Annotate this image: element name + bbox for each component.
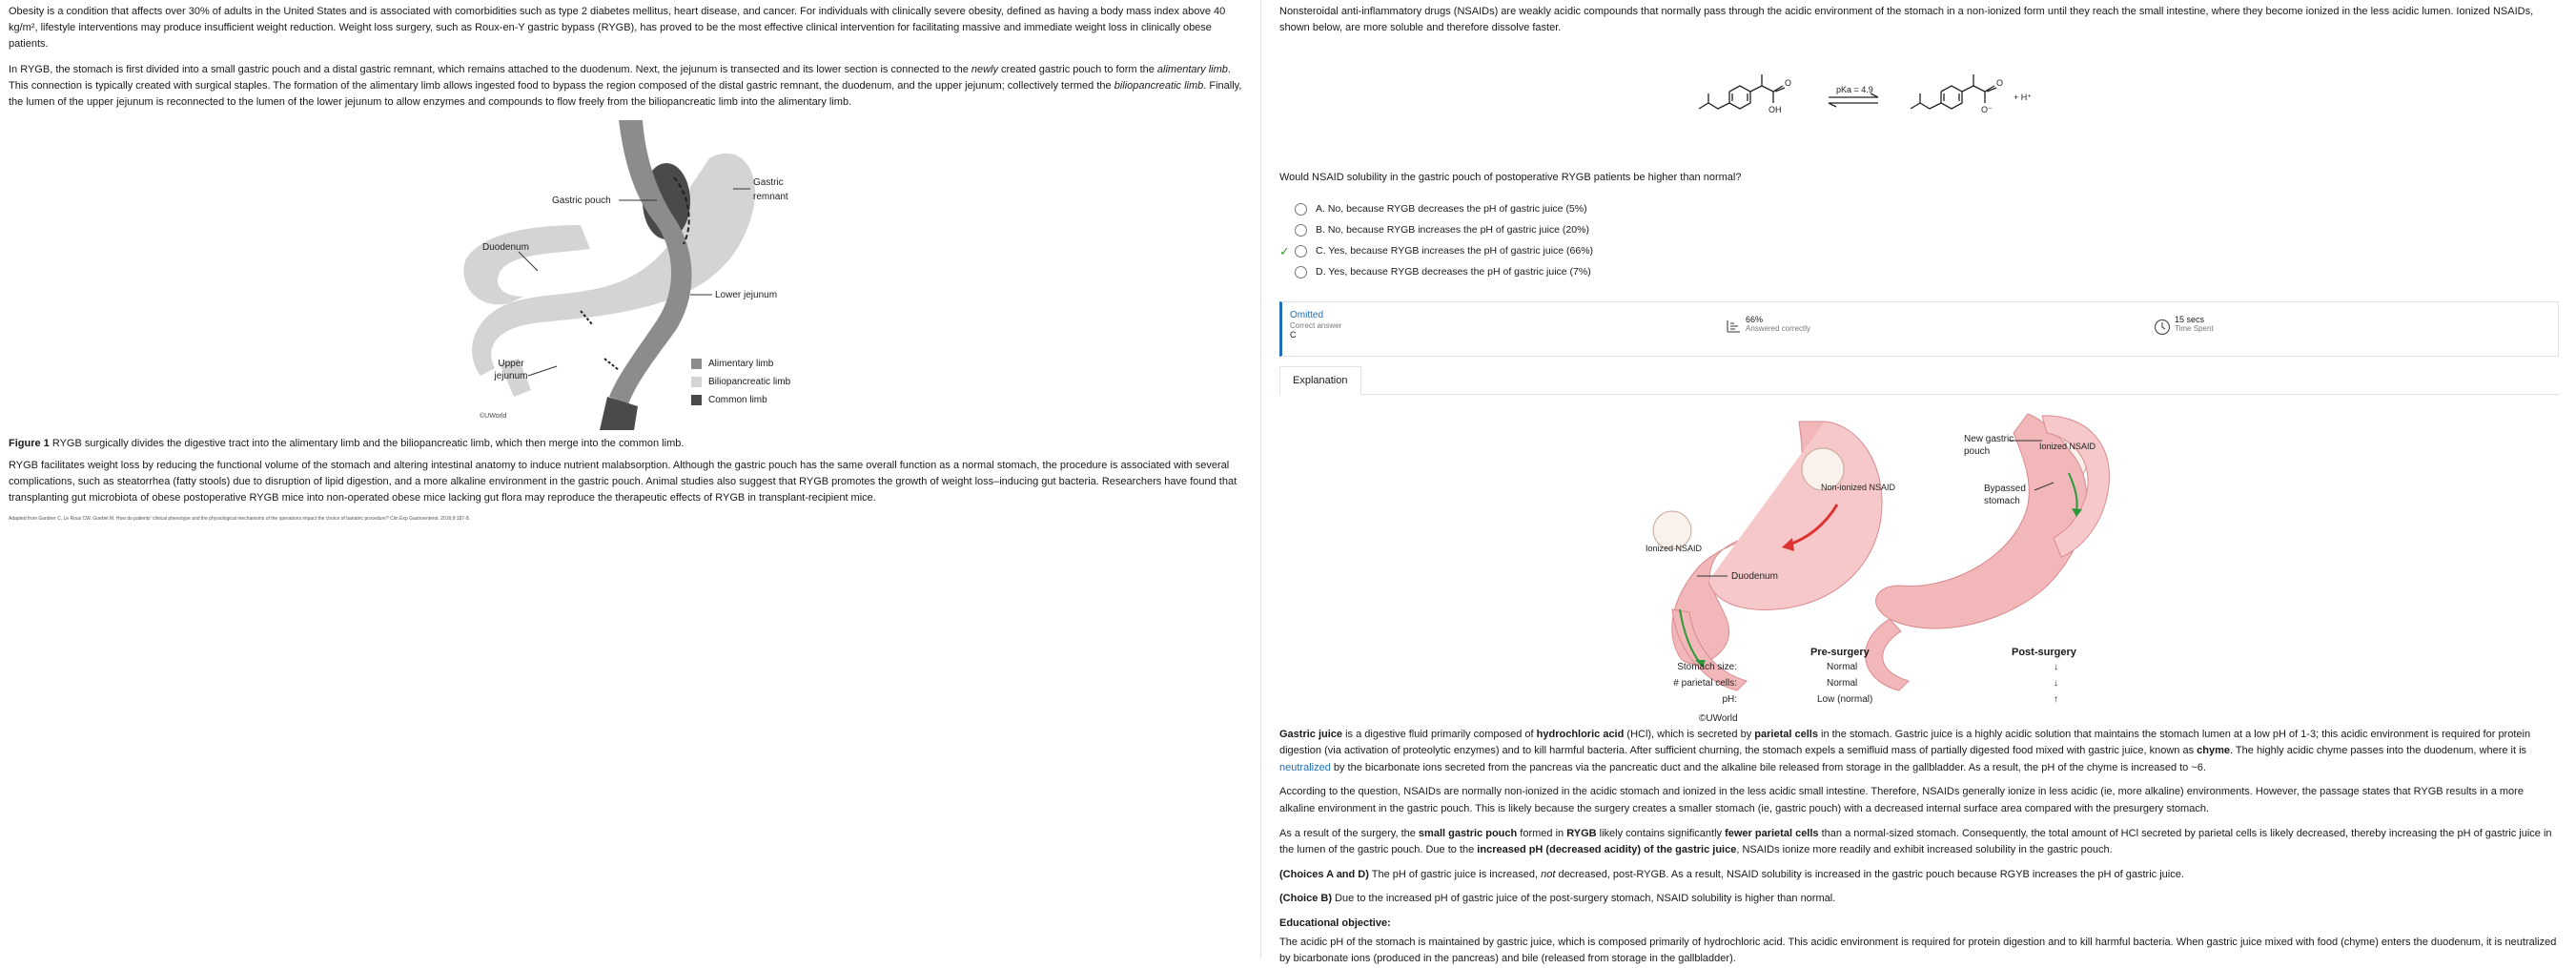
legend-label: Common limb [708,395,767,406]
label-duodenum-2: Duodenum [1731,570,1778,582]
text-run: Due to the increased pH of gastric juice of the post-surgery stomach, NSAID solubility is higher than normal. [1332,893,1836,905]
bold-text: (Choice B) [1279,893,1332,905]
text-run: is a digestive fluid primarily composed of [1342,728,1537,740]
nsaid-ionization-diagram [1279,46,2559,165]
bold-text: fewer parietal cells [1725,827,1819,839]
educational-objective-text: The acidic pH of the stomach is maintained by gastric juice, which is composed primarily of hydrochloric acid. This acidic environment is required for protein digestion and to kill harmful bacteria. When gastric juice mixed with food (chyme) enters the duodenum, it is neutralized by bicarbonate ions (produced in the pancreas) and bile (released from storage in the gallbladder). [1279,936,2557,965]
passage-text: . This connection is typically created with surgical staples. The formation of the alimentary limb allows ingested food to bypass the region composed of the distal gastric remnant, the duodenum, and the upper jejunum; collectively termed the [9,64,1231,93]
chem-o-minus: O⁻ [1981,105,1993,115]
percent-correct-label: Answered correctly [1746,324,1811,334]
time-spent-value: 15 secs [2175,314,2205,324]
objective-title-text: Educational objective: [1279,917,1391,929]
text-run: , NSAIDs ionize more readily and exhibit increased solubility in the gastric pouch. [1736,844,2113,856]
header-post-surgery: Post-surgery [2012,646,2076,658]
question-stem: Nonsteroidal anti-inflammatory drugs (NSAIDs) are weakly acidic compounds that normally pass through the acidic environment of the stomach in a non-ionized form until they reach the small intestine, where they become ionized in the less acidic lumen. Ionized NSAIDs, shown below, are more soluble and therefore dissolve faster. [1279,6,2534,34]
label-non-ionized-nsaid: Non-ionized NSAID [1821,482,1896,492]
radio-button[interactable] [1295,203,1307,216]
passage-citation: Adapted from Gardner C, Le Roux CW, Goebel M. How do patients' clinical phenotype and the physiological mechanisms of the operations impact the choice of bariatric procedure? Clin Exp Gastroenterol. 2016;9:187-8. [9,515,470,522]
radio-button[interactable] [1295,266,1307,278]
clock-icon [2154,319,2171,336]
radio-button[interactable] [1295,245,1307,257]
bold-text: RYGB [1566,827,1597,839]
bar-chart-icon [1726,319,1741,334]
radio-button[interactable] [1295,224,1307,237]
correct-answer-label: Correct answer [1290,320,1342,330]
row-pre-ph: Low (normal) [1817,693,1873,705]
label-lower-jejunum: Lower jejunum [715,290,778,301]
stat-time [2175,315,2214,334]
passage-paragraph-3: RYGB facilitates weight loss by reducing the functional volume of the stomach and altering intestinal anatomy to induce nutrient malabsorption. Although the gastric pouch has the same overall function as a normal stomach, the procedure is associated with several complications, such as steatorrhea (fatty stools) due to disruption of lipid digestion, and a more alkaline environment in the gastric pouch. Animal studies also suggest that RYGB promotes the growth of weight loss–inducing gut bacteria. Researchers have found that transplanting gut microbiota of obese postoperative RYGB mice into non-operated obese mice lacking gut flora may reproduce the therapeutic effects of RYGB in transplant-recipient mice. [9,459,1237,504]
passage-pane [0,0,1257,958]
educational-objective-title [1279,916,2559,933]
row-label-stomach-size: Stomach size: [1677,661,1737,672]
caption-label: Figure 1 [9,438,50,450]
row-pre-stomach-size: Normal [1827,661,1858,672]
bold-text: Gastric juice [1279,728,1343,740]
text-run: As a result of the surgery, the [1279,827,1419,839]
row-pre-parietal-cells: Normal [1827,677,1858,689]
explanation-paragraph-4 [1279,867,2559,884]
choice-text: C. Yes, because RYGB increases the pH of gastric juice (66%) [1316,244,1594,257]
legend-label: Alimentary limb [708,359,774,370]
legend-item-biliopancreatic [691,373,790,391]
passage-text: In RYGB, the stomach is first divided into a small gastric pouch and a distal gastric remnant, which remains attached to the duodenum. Next, the jejunum is transected and its lower section is connected to the [9,64,971,76]
rygb-anatomy-illustration [9,120,1248,430]
label-bypassed-stomach: Bypassed stomach [1984,483,2026,506]
explanation-paragraph-3 [1279,826,2559,859]
time-spent-label: Time Spent [2175,324,2214,334]
passage-emphasis: biliopancreatic limb [1114,80,1204,93]
passage-text: created gastric pouch to form the [998,64,1157,76]
legend-label: Biliopancreatic limb [708,377,791,388]
explanation-paragraph-1 [1279,727,2559,777]
bold-text: increased pH (decreased acidity) of the gastric juice [1477,844,1737,856]
explanation-paragraph-2: According to the question, NSAIDs are normally non-ionized in the acidic stomach and ionized in the less acidic small intestine. Therefore, NSAIDs generally ionize in less acidic (ie, more alkaline) environments. However, the passage states that RYGB results in a more alkaline environment in the gastric pouch. This is likely because the surgery creates a smaller stomach (ie, gastric pouch) with a decreased internal surface area compared with the presurgery stomach. [1279,786,2524,814]
bold-text: parietal cells [1754,728,1818,740]
chem-o-right: O [1996,78,2004,89]
legend-swatch [691,359,702,369]
tab-explanation[interactable]: Explanation [1279,366,1361,396]
passage-paragraph-2 [9,62,1248,111]
chem-oh: OH [1768,105,1782,115]
stat-percent [1746,315,1810,334]
explanation-paragraph-5 [1279,891,2559,908]
chem-pka: pKa = 4.9 [1836,85,1873,95]
passage-emphasis: newly [971,64,998,76]
label-gastric-pouch: Gastric pouch [552,196,611,207]
passage-paragraph-1: Obesity is a condition that affects over 30% of adults in the United States and is associated with comorbidities such as type 2 diabetes mellitus, heart disease, and cancer. For individuals with clinically severe obesity, defined as having a body mass index above 40 kg/m², lifestyle interventions may produce insufficient weight reduction. Weight loss surgery, such as Roux-en-Y gastric bypass (RYGB), has proved to be the most effective clinical intervention for facilitating massive and immediate weight loss in clinically obese patients. [9,6,1226,51]
passage-text: . Finally, the lumen of the upper jejunum is reconnected to the lumen of the lower jejunum to allow enzymes and compounds to flow freely from the biliopancreatic limb into the alimentary limb. [9,80,1242,109]
inline-link[interactable]: neutralized [1279,761,1331,773]
status-omitted: Omitted [1290,309,1324,320]
question-prompt: Would NSAID solubility in the gastric pouch of postoperative RYGB patients be higher than normal? [1279,172,1742,184]
stomach-comparison-illustration [1279,395,2576,727]
correct-check-icon: ✓ [1279,243,1290,258]
text-run: than a normal-sized stomach. Consequently, the total amount of HCl secreted by parietal cells is likely decreased, thereby increasing the pH of gastric juice in the lumen of the gastric pouch. Due to the [1279,827,2552,856]
label-ionized-nsaid-left: Ionized NSAID [1646,543,1703,553]
header-pre-surgery: Pre-surgery [1810,646,1870,658]
correct-answer-value: C [1290,330,1297,340]
stat-status [1290,310,1341,340]
explanation-tabbar [1279,366,2559,395]
explanation-body [1279,727,2559,968]
text-run: decreased, post-RYGB. As a result, NSAID solubility is increased in the gastric pouch because RGYB increases the pH of gastric juice. [1555,868,2184,880]
choice-c[interactable] [1279,241,2559,262]
answer-stats-bar [1279,301,2559,357]
chemical-structures [1279,46,2576,165]
text-run: in the stomach. Gastric juice is a highly acidic solution that maintains the stomach lumen at a low pH of 1-3; this acidic environment is required for protein digestion (via activation of proteolytic enzymes) and to kill harmful bacteria. After sufficient churning, the stomach expels a semifluid mass of partially digested food mixed with gastric juice, known as [1279,728,2531,757]
text-run: The pH of gastric juice is increased, [1368,868,1542,880]
figure-1 [9,120,1265,430]
label-duodenum: Duodenum [482,242,529,254]
text-run: (HCl), which is secreted by [1624,728,1755,740]
bold-text: chyme [2197,745,2231,757]
explanation-figure [1279,395,2559,727]
legend-swatch [691,395,702,405]
legend-item-alimentary [691,355,790,373]
chem-h-plus: + H⁺ [2014,93,2033,103]
figure-1-caption [9,436,1248,452]
row-post-stomach-size: ↓ [2054,661,2058,672]
text-run: formed in [1517,827,1567,839]
label-upper-jejunum: Upper jejunum [494,359,528,381]
legend-item-common [691,391,790,409]
choice-text: B. No, because RYGB increases the pH of gastric juice (20%) [1316,223,1589,236]
choice-d[interactable] [1279,262,2559,283]
text-run: . The highly acidic chyme passes into the duodenum, where it is [2230,745,2527,757]
label-ionized-nsaid-right: Ionized NSAID [2039,441,2096,451]
row-label-parietal-cells: # parietal cells: [1673,677,1737,689]
italic-text: not [1541,868,1556,880]
bold-text: small gastric pouch [1418,827,1518,839]
bold-text: (Choices A and D) [1279,868,1369,880]
legend-swatch [691,377,702,387]
label-gastric-remnant: Gastric remnant [753,177,788,203]
caption-text: RYGB surgically divides the digestive tract into the alimentary limb and the biliopancreatic limb, which then merge into the common limb. [49,438,685,450]
choice-a[interactable] [1279,199,2559,220]
row-post-ph: ↑ [2054,693,2058,705]
answer-choices [1279,199,2559,283]
row-post-parietal-cells: ↓ [2054,677,2058,689]
choice-text: A. No, because RYGB decreases the pH of gastric juice (5%) [1316,202,1587,215]
pane-divider [1260,0,1261,958]
label-new-gastric-pouch: New gastric pouch [1964,433,2014,457]
choice-text: D. Yes, because RYGB decreases the pH of gastric juice (7%) [1316,265,1591,278]
choice-b[interactable] [1279,220,2559,241]
question-pane [1271,0,2567,965]
text-run: likely contains significantly [1596,827,1726,839]
text-run: by the bicarbonate ions secreted from the pancreas via the pancreatic duct and the alkaline bile released from storage in the gallbladder. As a result, the pH of the chyme is increased to ~6. [1330,761,2206,773]
figure-2-copyright: ©UWorld [1699,712,1738,724]
figure-1-copyright: ©UWorld [480,413,507,421]
passage-emphasis: alimentary limb [1156,64,1228,76]
figure-1-legend [691,355,790,409]
row-label-ph: pH: [1722,693,1737,705]
bold-text: hydrochloric acid [1536,728,1625,740]
chem-o-left: O [1785,78,1792,89]
percent-correct-value: 66% [1746,314,1764,324]
